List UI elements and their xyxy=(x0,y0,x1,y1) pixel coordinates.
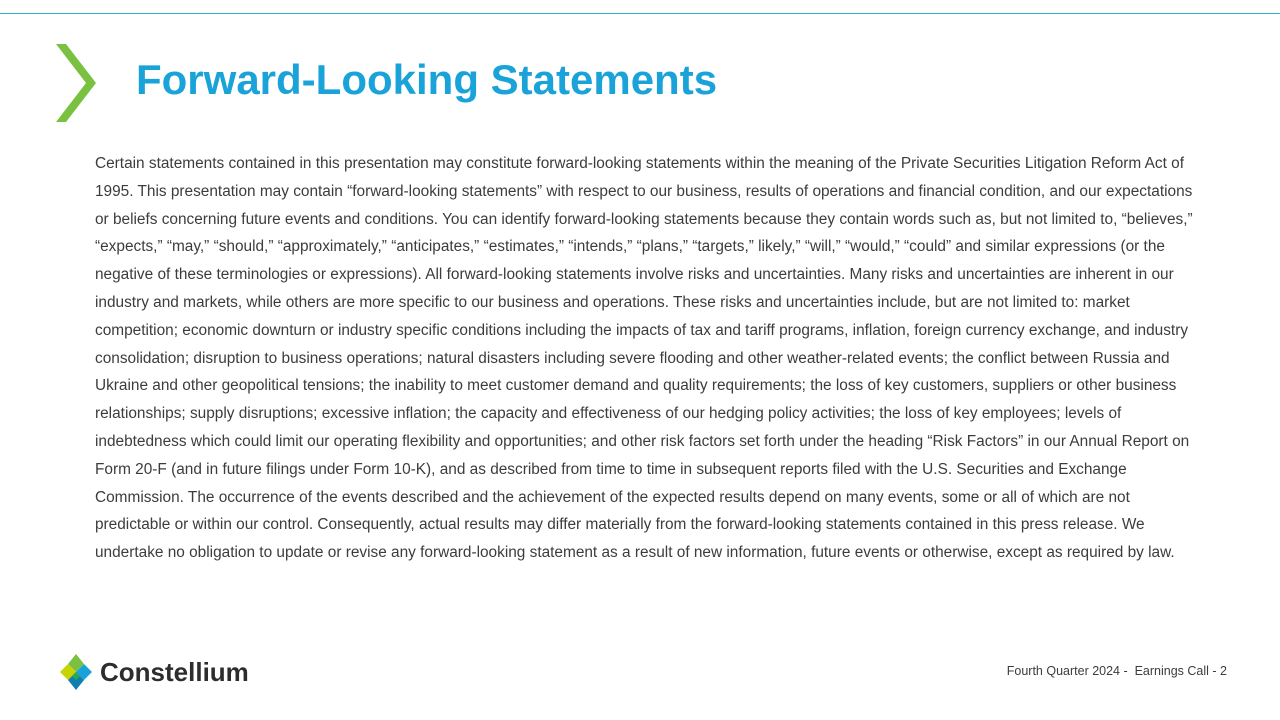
footer-text: Fourth Quarter 2024 - Earnings Call - 2 xyxy=(1006,664,1227,678)
chevron-right-icon xyxy=(56,44,98,124)
constellium-logo-icon xyxy=(58,652,94,692)
disclaimer-text: Certain statements contained in this presentation may constitute forward-looking statements within the meaning of the Private Securities Litigation Reform Act of 1995. This presentation may contain “forward-looking statements” with respect to our business, results of operations and financial condition, and our expectations or beliefs concerning future events and conditions. You can identify forward-looking statements because they contain words such as, but not limited to, “believes,” “expects,” “may,” “should,” “approximately,” “anticipates,” “estimates,” “intends,” “plans,” “targets,” likely,” “will,” “would,” “could” and similar expressions (or the negative of these terminologies or expressions). All forward-looking statements involve risks and uncertainties. Many risks and uncertainties are inherent in our industry and markets, while others are more specific to our business and operations. These risks and uncertainties include, but are not limited to: market competition; economic downturn or industry specific conditions including the impacts of tax and tariff programs, inflation, foreign currency exchange, and industry consolidation; disruption to business operations; natural disasters including severe flooding and other weather-related events; the conflict between Russia and Ukraine and other geopolitical tensions; the inability to meet customer demand and quality requirements; the loss of key customers, suppliers or other business relationships; supply disruptions; excessive inflation; the capacity and effectiveness of our hedging policy activities; the loss of key employees; levels of indebtedness which could limit our operating flexibility and opportunities; and other risk factors set forth under the heading “Risk Factors” in our Annual Report on Form 20-F (and in future filings under Form 10-K), and as described from time to time in subsequent reports filed with the U.S. Securities and Exchange Commission. The occurrence of the events described and the achievement of the expected results depend on many events, some or all of which are not predictable or within our control. Consequently, actual results may differ materially from the forward-looking statements contained in this press release. We undertake no obligation to update or revise any forward-looking statement as a result of new information, future events or otherwise, except as required by law. xyxy=(95,155,1193,562)
constellium-logo xyxy=(58,652,249,692)
logo-wordmark: Constellium xyxy=(100,656,249,687)
top-rule xyxy=(0,13,1280,14)
page-title: Forward-Looking Statements xyxy=(136,56,718,103)
